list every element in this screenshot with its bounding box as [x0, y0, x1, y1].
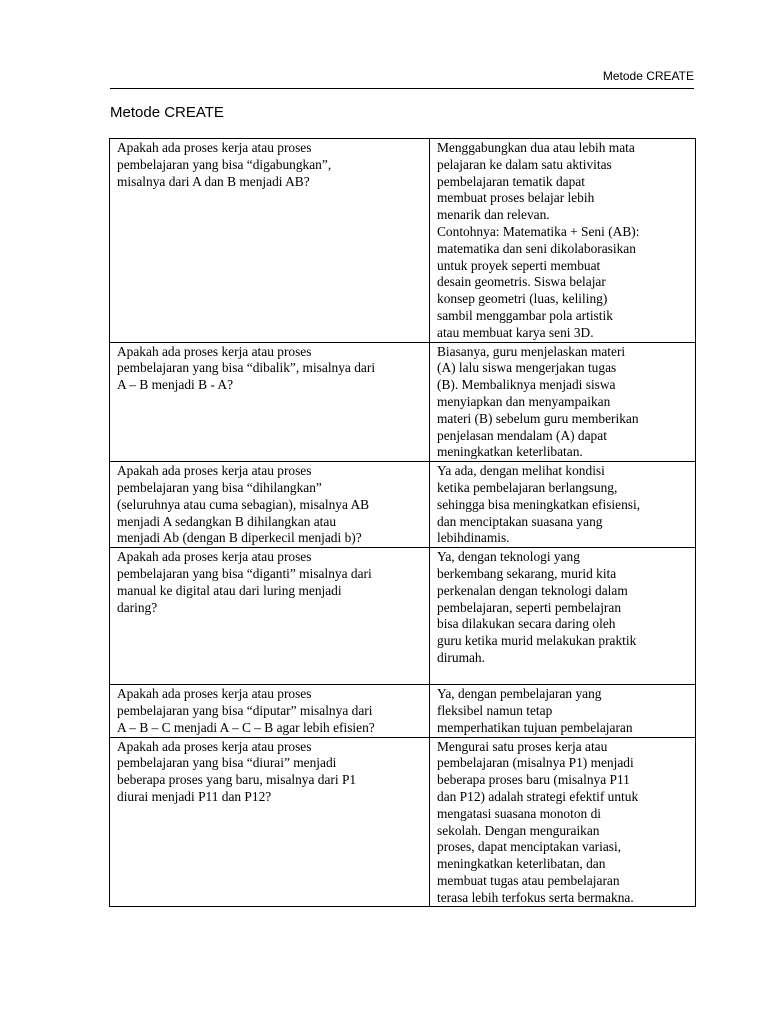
question-cell: Apakah ada proses kerja atau proses pembelajaran yang bisa “dibalik”, misalnya dari A – B menjadi B - A? — [110, 342, 430, 462]
question-cell: Apakah ada proses kerja atau proses pembelajaran yang bisa “dihilangkan” (seluruhnya atau cuma sebagian), misalnya AB menjadi A sedangkan B dihilangkan atau menjadi Ab (dengan B diperkecil menjadi b)? — [110, 462, 430, 548]
table-row-alternate — [110, 548, 696, 685]
answer-cell: Biasanya, guru menjelaskan materi (A) lalu siswa mengerjakan tugas (B). Membaliknya menjadi siswa menyiapkan dan menyampaikan materi (B) sebelum guru memberikan penjelasan mendalam (A) dapat meningkatkan keterlibatan. — [430, 342, 696, 462]
answer-cell: Ya, dengan teknologi yang berkembang sekarang, murid kita perkenalan dengan teknologi dalam pembelajaran, seperti pembelajran bisa dilakukan secara daring oleh guru ketika murid melakukan praktik dirumah. — [430, 548, 696, 685]
create-method-table — [109, 138, 696, 907]
question-cell: Apakah ada proses kerja atau proses pembelajaran yang bisa “digabungkan”, misalnya dari A dan B menjadi AB? — [110, 139, 430, 343]
question-cell: Apakah ada proses kerja atau proses pembelajaran yang bisa “diurai” menjadi beberapa proses yang baru, misalnya dari P1 diurai menjadi P11 dan P12? — [110, 737, 430, 907]
answer-cell: Ya ada, dengan melihat kondisi ketika pembelajaran berlangsung, sehingga bisa meningkatkan efisiensi, dan menciptakan suasana yang lebihdinamis. — [430, 462, 696, 548]
table-row-eliminate — [110, 462, 696, 548]
answer-cell: Ya, dengan pembelajaran yang fleksibel namun tetap memperhatikan tujuan pembelajaran — [430, 685, 696, 737]
header-divider — [110, 88, 694, 89]
table-row-twist — [110, 685, 696, 737]
question-cell: Apakah ada proses kerja atau proses pembelajaran yang bisa “diputar” misalnya dari A – B – C menjadi A – C – B agar lebih efisien? — [110, 685, 430, 737]
running-header: Metode CREATE — [602, 69, 694, 83]
answer-cell: Mengurai satu proses kerja atau pembelajaran (misalnya P1) menjadi beberapa proses baru (misalnya P11 dan P12) adalah strategi efektif untuk mengatasi suasana monoton di sekolah. Dengan menguraikan proses, dapat menciptakan variasi, meningkatkan keterlibatan, dan membuat tugas atau pembelajaran terasa lebih terfokus serta bermakna. — [430, 737, 696, 907]
table-row-combine — [110, 139, 696, 343]
document-title: Metode CREATE — [110, 104, 224, 121]
table-row-elaborate — [110, 737, 696, 907]
question-cell: Apakah ada proses kerja atau proses pembelajaran yang bisa “diganti” misalnya dari manual ke digital atau dari luring menjadi daring? — [110, 548, 430, 685]
table-row-reverse — [110, 342, 696, 462]
answer-cell: Menggabungkan dua atau lebih mata pelajaran ke dalam satu aktivitas pembelajaran tematik dapat membuat proses belajar lebih menarik dan relevan. Contohnya: Matematika + Seni (AB): matematika dan seni dikolaborasikan untuk proyek seperti membuat desain geometris. Siswa belajar konsep geometri (luas, keliling) sambil menggambar pola artistik atau membuat karya seni 3D. — [430, 139, 696, 343]
